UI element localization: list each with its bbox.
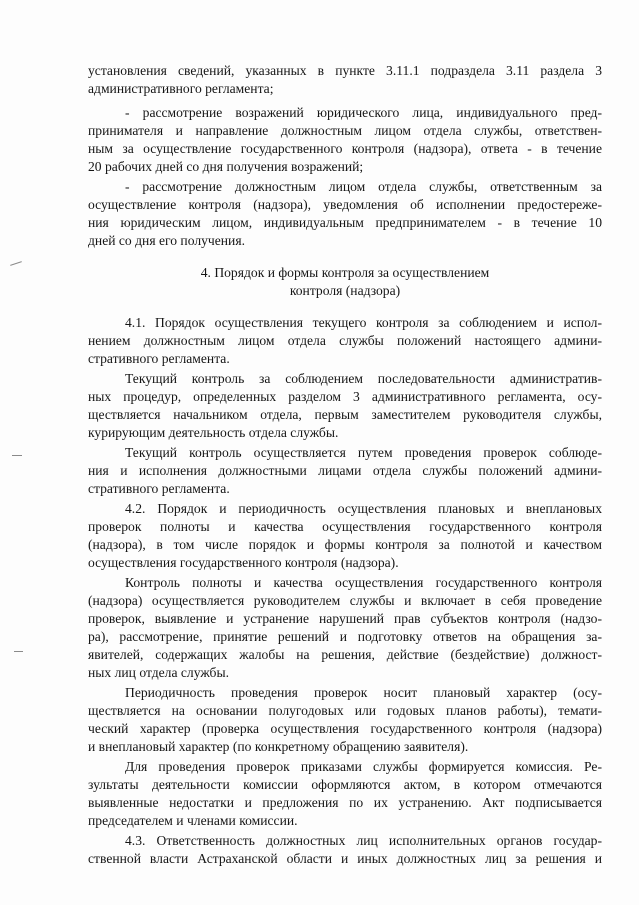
scan-mark	[12, 455, 22, 456]
text-line: ния и исполнения должностными лицами отдела службы положений админи-	[88, 463, 602, 478]
text-line: 4.3. Ответственность должностных лиц исполнительных органов государ-	[125, 833, 602, 848]
text-line: Текущий контроль осуществляется путем проведения проверок соблюде-	[125, 445, 602, 460]
text-line: ным за осуществление государственного контроля (надзора), ответа - в течение	[88, 141, 602, 156]
text-line: принимателя и направление должностным лицом отдела службы, ответствен-	[88, 123, 602, 138]
text-line: выявленные недостатки и предложения по их устранению. Акт подписывается	[88, 795, 602, 810]
text-line: 4.2. Порядок и периодичность осуществления плановых и внеплановых	[125, 501, 602, 516]
section-heading: 4. Порядок и формы контроля за осуществлением	[200, 265, 490, 280]
scan-mark	[14, 651, 23, 652]
text-line: ственной власти Астраханской области и иных должностных лиц за решения и	[88, 851, 602, 866]
text-line: и внеплановый характер (по конкретному обращению заявителя).	[88, 739, 469, 754]
section-heading: контроля (надзора)	[289, 283, 401, 298]
text-line: явителей, содержащих жалобы на решения, действие (бездействие) должност-	[88, 647, 602, 662]
text-line: ных процедур, определенных разделом 3 административного регламента, осу-	[88, 389, 602, 404]
text-line: Периодичность проведения проверок носит плановый характер (осу-	[125, 685, 602, 700]
text-line: 20 рабочих дней со дня получения возражений;	[88, 159, 364, 174]
text-line: (надзора) осуществляется руководителем службы и включает в себя проведение	[88, 593, 602, 608]
text-line: стративного регламента.	[88, 351, 230, 366]
text-line: административного регламента;	[88, 81, 274, 96]
text-line: (надзора), в том числе порядок и формы контроля за полнотой и качеством	[88, 537, 602, 552]
text-line: 4.1. Порядок осуществления текущего контроля за соблюдением и испол-	[125, 315, 602, 330]
text-line: зультаты деятельности комиссии оформляются актом, в котором отмечаются	[88, 777, 602, 792]
text-line: ра), рассмотрение, принятие решений и подготовку ответов на обращения за-	[88, 629, 602, 644]
text-line: проверок полноты и качества осуществления государственного контроля	[88, 519, 602, 534]
text-line: - рассмотрение должностным лицом отдела службы, ответственным за	[125, 179, 602, 194]
text-line: установления сведений, указанных в пункте 3.11.1 подраздела 3.11 раздела 3	[88, 63, 602, 78]
text-line: ществляется начальником отдела, первым заместителем руководителя службы,	[88, 407, 602, 422]
text-line: Для проведения проверок приказами службы формируется комиссия. Ре-	[125, 759, 602, 774]
text-line: Текущий контроль за соблюдением последовательности административ-	[125, 371, 602, 386]
text-line: ществляется на основании полугодовых или годовых планов работы), темати-	[88, 703, 602, 718]
text-line: - рассмотрение возражений юридического лица, индивидуального пред-	[125, 105, 602, 120]
text-line: стративного регламента.	[88, 481, 230, 496]
text-line: курирующим деятельность отдела службы.	[88, 425, 339, 440]
scan-mark	[10, 261, 22, 266]
text-line: проверок, выявление и устранение нарушений прав субъектов контроля (надзо-	[88, 611, 602, 626]
text-line: председателем и членами комиссии.	[88, 813, 298, 828]
text-line: Контроль полноты и качества осуществления государственного контроля	[125, 575, 602, 590]
text-line: ческий характер (проверка осуществления государственного контроля (надзора)	[88, 721, 602, 736]
text-line: осуществление контроля (надзора), уведомления об исполнении предостереже-	[88, 197, 602, 212]
text-line: дней со дня его получения.	[88, 233, 245, 248]
text-line: нением должностным лицом отдела службы положений настоящего админи-	[88, 333, 602, 348]
text-line: осуществления государственного контроля (надзора).	[88, 555, 399, 570]
text-line: ния юридическим лицом, индивидуальным предпринимателем - в течение 10	[88, 215, 602, 230]
text-line: ных лиц отдела службы.	[88, 665, 229, 680]
